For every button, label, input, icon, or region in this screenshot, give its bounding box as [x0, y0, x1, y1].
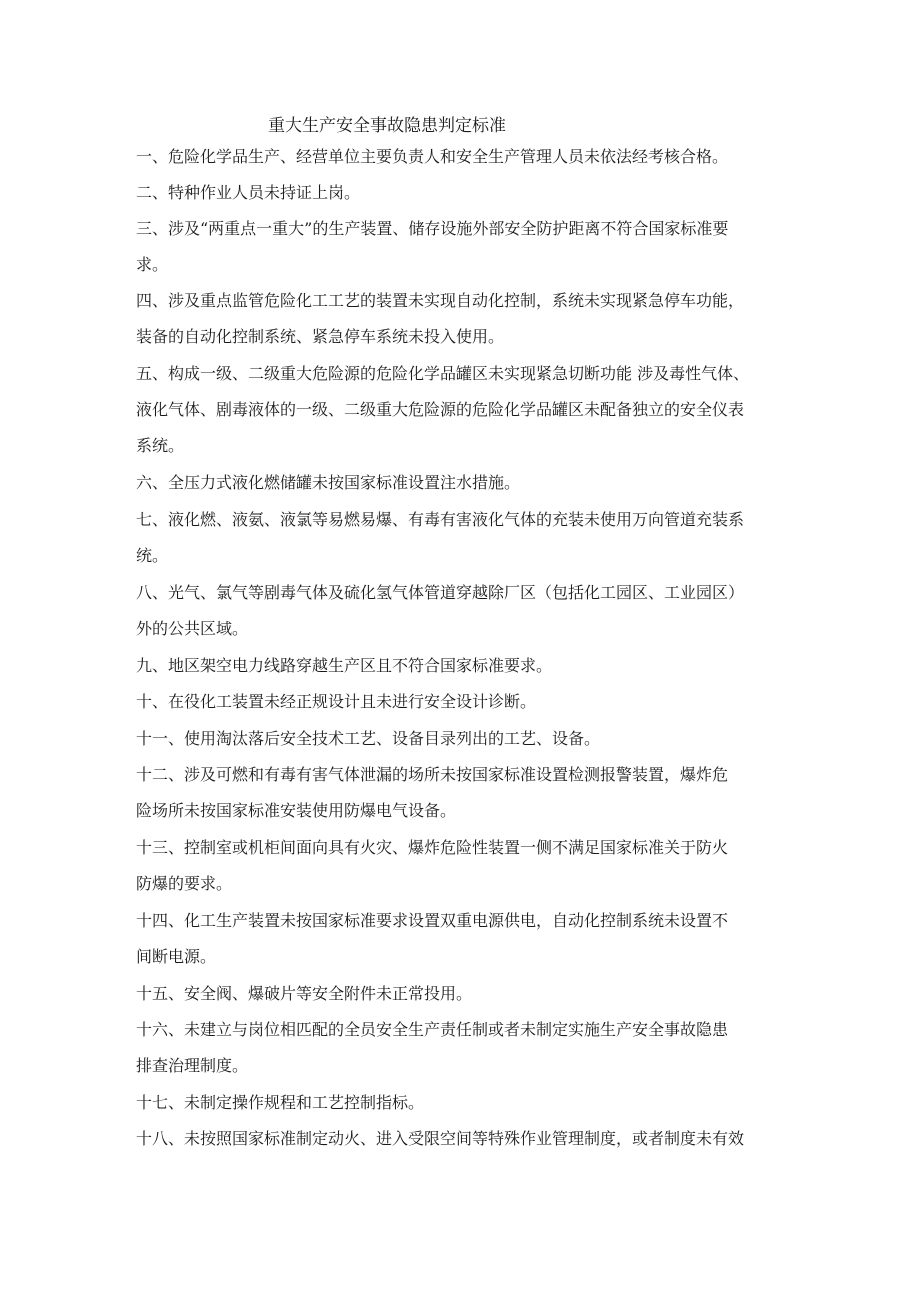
item-text-line: 七、液化燃、液氨、液氯等易燃易爆、有毒有害液化气体的充装未使用万向管道充装系 [136, 510, 745, 529]
list-item [136, 689, 796, 715]
item-text-line: 五、构成一级、二级重大危险源的危险化学品罐区未实现紧急切断功能 涉及毒性气体、 [136, 364, 750, 383]
item-text-line: 防爆的要求。 [136, 874, 233, 893]
list-item [136, 180, 796, 206]
item-text-line: 十五、安全阀、爆破片等安全附件未正常投用。 [136, 984, 473, 1003]
item-text-line: 十七、未制定操作规程和工艺控制指标。 [136, 1093, 425, 1112]
item-text-line: 装备的自动化控制系统、紧急停车系统未投入使用。 [136, 327, 505, 346]
list-item [136, 470, 796, 496]
list-item [136, 908, 796, 970]
item-text-line: 间断电源。 [136, 947, 217, 966]
item-text-line: 一、危险化学品生产、经营单位主要负责人和安全生产管理人员未依法经考核合格。 [136, 147, 729, 166]
item-text-line: 十三、控制室或机柜间面向具有火灾、爆炸危险性装置一侧不满足国家标准关于防火 [136, 838, 729, 857]
item-text-line: 十一、使用淘汰落后安全技术工艺、设备目录列出的工艺、设备。 [136, 729, 601, 748]
item-text-line: 险场所未按国家标准安装使用防爆电气设备。 [136, 801, 457, 820]
item-text-line: 求。 [136, 255, 169, 274]
list-item [136, 507, 796, 569]
item-text-line: 十四、化工生产装置未按国家标准要求设置双重电源供电，自动化控制系统未设置不 [136, 911, 729, 930]
item-text-line: 十八、未按照国家标准制定动火、进入受限空间等特殊作业管理制度，或者制度未有效 [136, 1129, 745, 1148]
list-item [136, 288, 796, 350]
item-text-line: 十六、未建立与岗位相匹配的全员安全生产责任制或者未制定实施生产安全事故隐患 [136, 1020, 729, 1039]
list-item [136, 361, 796, 459]
list-item [136, 726, 796, 752]
item-text-line: 二、特种作业人员未持证上岗。 [136, 183, 361, 202]
list-item [136, 216, 796, 278]
list-item [136, 653, 796, 679]
item-text-line: 系统。 [136, 436, 185, 455]
item-text-line: 八、光气、氯气等剧毒气体及硫化氢气体管道穿越除厂区（包括化工园区、工业园区） [136, 583, 745, 602]
list-item [136, 1126, 796, 1152]
list-item [136, 144, 796, 170]
list-item [136, 1017, 796, 1079]
item-text-line: 液化气体、剧毒液体的一级、二级重大危险源的危险化学品罐区未配备独立的安全仪表 [136, 400, 745, 419]
item-text-line: 十二、涉及可燃和有毒有害气体泄漏的场所未按国家标准设置检测报警装置，爆炸危 [136, 765, 729, 784]
list-item [136, 580, 796, 642]
list-item [136, 1090, 796, 1116]
item-text-line: 外的公共区域。 [136, 619, 249, 638]
item-text-line: 三、涉及“两重点一重大”的生产装置、储存设施外部安全防护距离不符合国家标准要 [136, 219, 729, 238]
item-text-line: 统。 [136, 546, 169, 565]
list-item [136, 981, 796, 1007]
list-item [136, 835, 796, 897]
item-text-line: 排查治理制度。 [136, 1056, 249, 1075]
item-text-line: 四、涉及重点监管危险化工工艺的装置未实现自动化控制，系统未实现紧急停车功能， [136, 291, 745, 310]
item-text-line: 十、在役化工装置未经正规设计且未进行安全设计诊断。 [136, 692, 537, 711]
document-title: 重大生产安全事故隐患判定标准 [268, 116, 506, 136]
list-item [136, 762, 796, 824]
item-text-line: 六、全压力式液化燃储罐未按国家标准设置注水措施。 [136, 473, 521, 492]
item-text-line: 九、地区架空电力线路穿越生产区且不符合国家标准要求。 [136, 656, 553, 675]
